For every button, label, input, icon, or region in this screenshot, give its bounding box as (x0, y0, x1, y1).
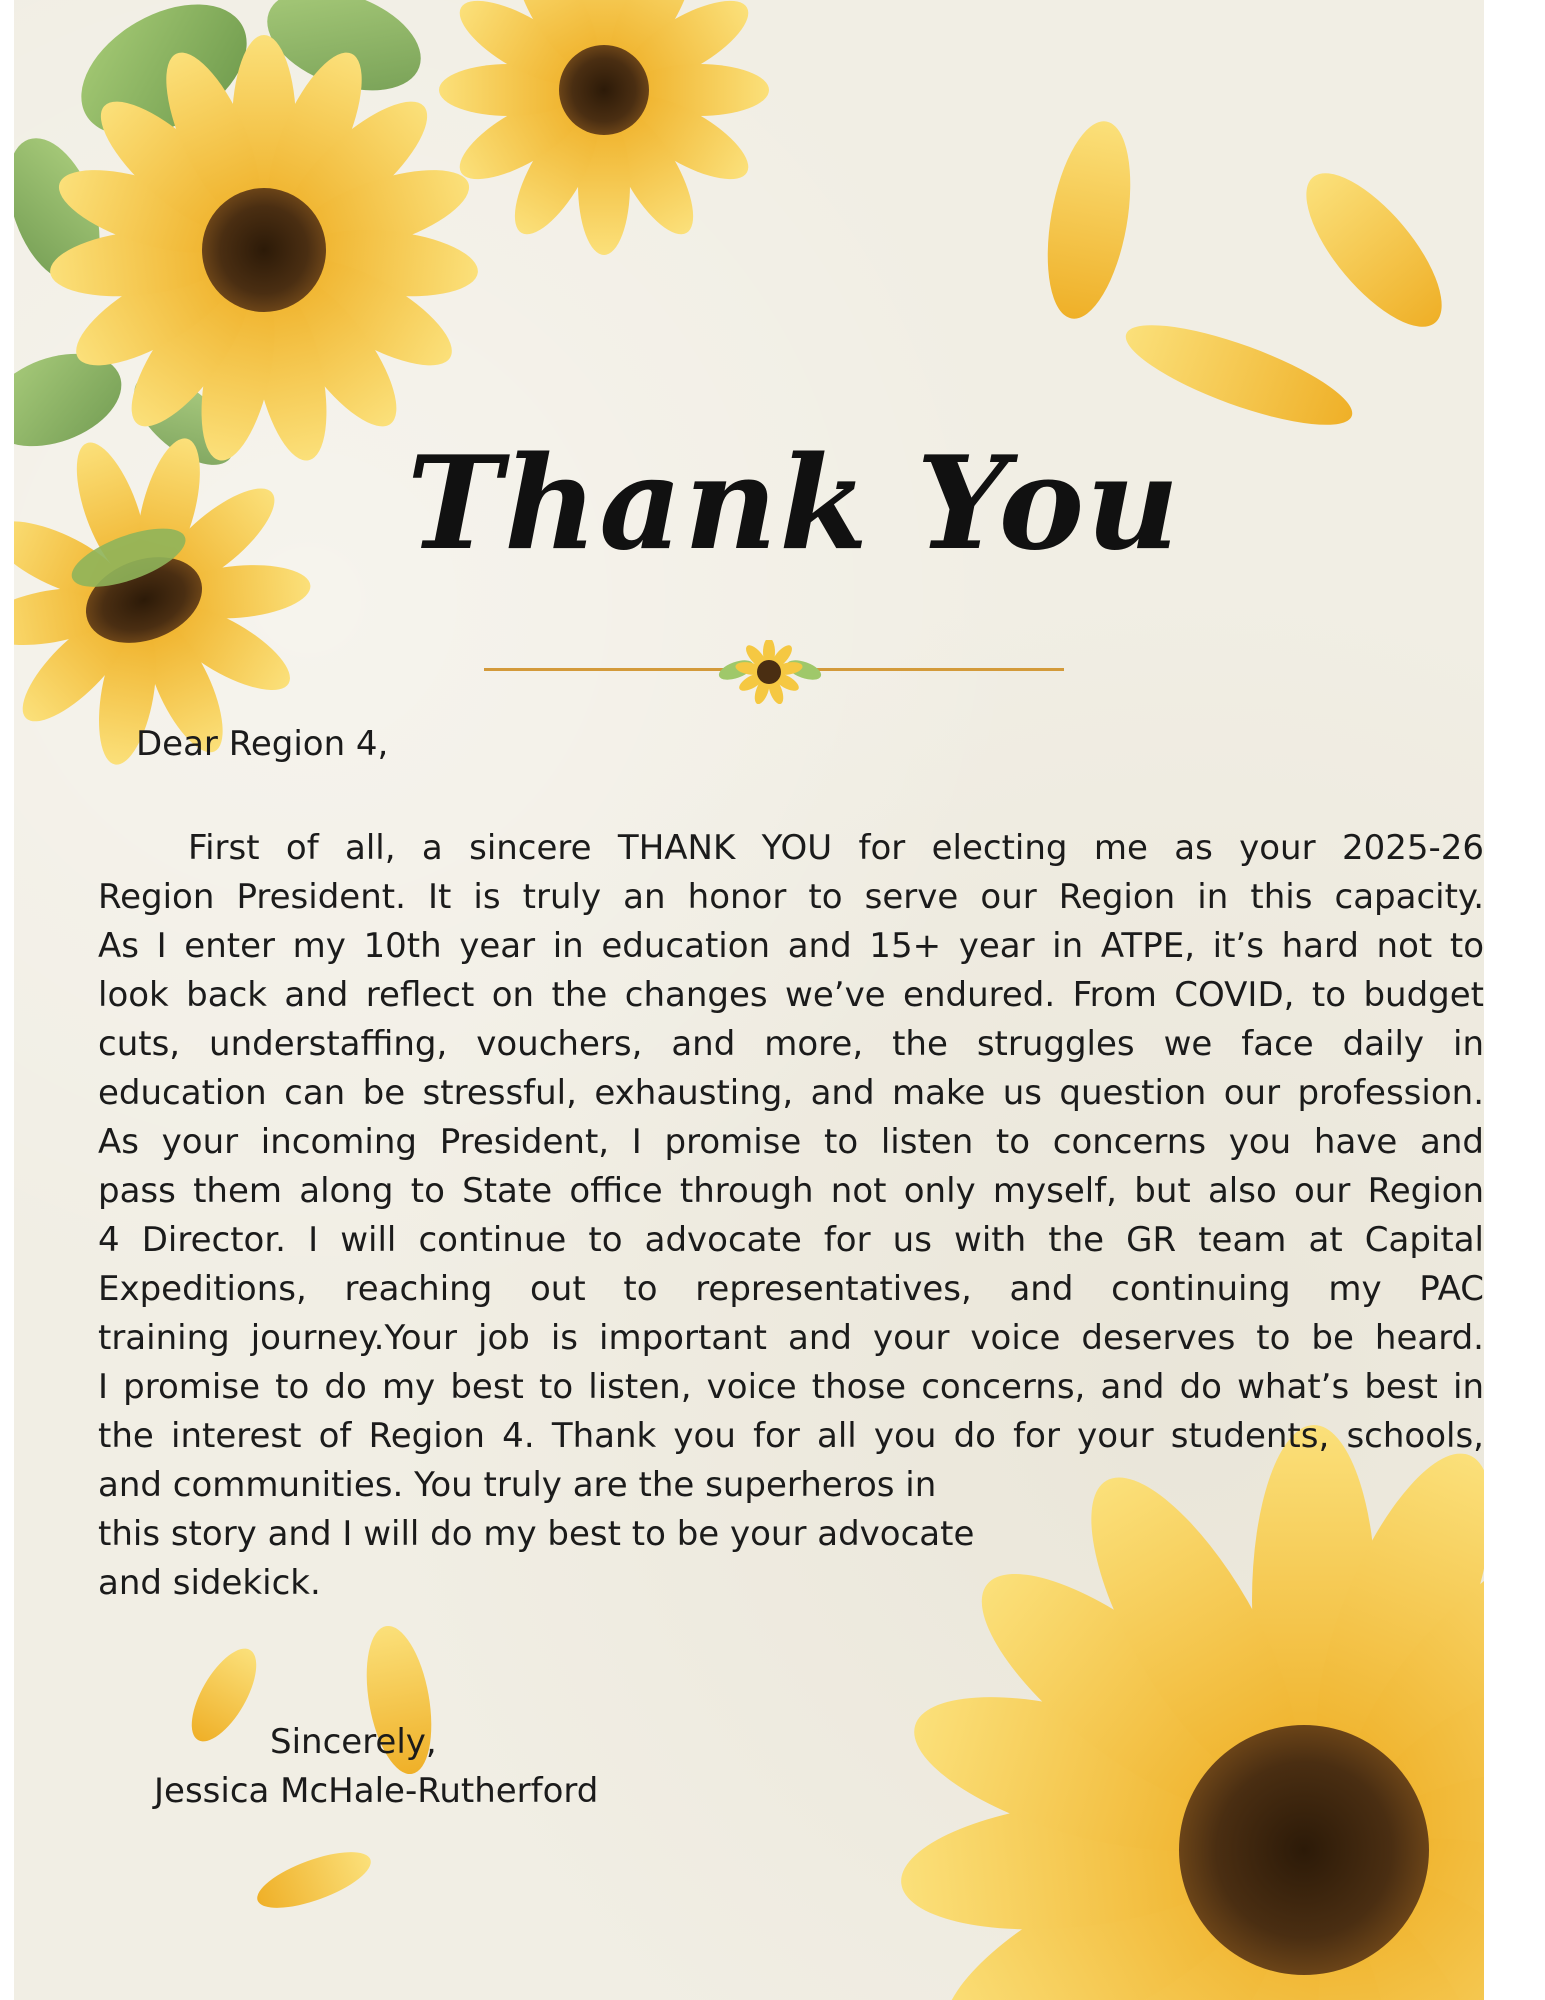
body-line: education can be stressful, exhausting, and make us question our profession. (98, 1073, 1484, 1113)
body-line: training journey.Your job is important and your voice deserves to be heard. (98, 1318, 1484, 1358)
page-title: Thank You (406, 429, 1182, 579)
body-line: and sidekick. (98, 1563, 321, 1603)
sunflower-top-center-icon (439, 0, 769, 255)
letter-body (98, 824, 1484, 1608)
letter-closing: Sincerely, (270, 1722, 437, 1762)
body-line: First of all, a sincere THANK YOU for electing me as your 2025-26 (188, 828, 1484, 868)
body-line: As your incoming President, I promise to listen to concerns you have and (98, 1122, 1484, 1162)
letter-greeting: Dear Region 4, (136, 724, 389, 764)
body-line: I promise to do my best to listen, voice those concerns, and do what’s best in (98, 1367, 1484, 1407)
letter-page (14, 0, 1484, 2000)
body-line: cuts, understaffing, vouchers, and more, the struggles we face daily in (98, 1024, 1484, 1064)
body-line: this story and I will do my best to be your advocate (98, 1514, 975, 1554)
body-line: 4 Director. I will continue to advocate for us with the GR team at Capital (98, 1220, 1484, 1260)
body-line: look back and reflect on the changes we’ve endured. From COVID, to budget (98, 975, 1484, 1015)
body-line: and communities. You truly are the superheros in (98, 1465, 937, 1505)
body-line: pass them along to State office through not only myself, but also our Region (98, 1171, 1484, 1211)
small-sunflower-icon (714, 640, 824, 704)
letter-signature: Jessica McHale-Rutherford (154, 1771, 599, 1811)
body-line: the interest of Region 4. Thank you for all you do for your students, schools, (98, 1416, 1484, 1456)
falling-petal-icon (1034, 115, 1464, 444)
body-line: Expeditions, reaching out to representatives, and continuing my PAC (98, 1269, 1484, 1309)
body-line: As I enter my 10th year in education and 15+ year in ATPE, it’s hard not to (98, 926, 1484, 966)
body-line: Region President. It is truly an honor to serve our Region in this capacity. (98, 877, 1484, 917)
